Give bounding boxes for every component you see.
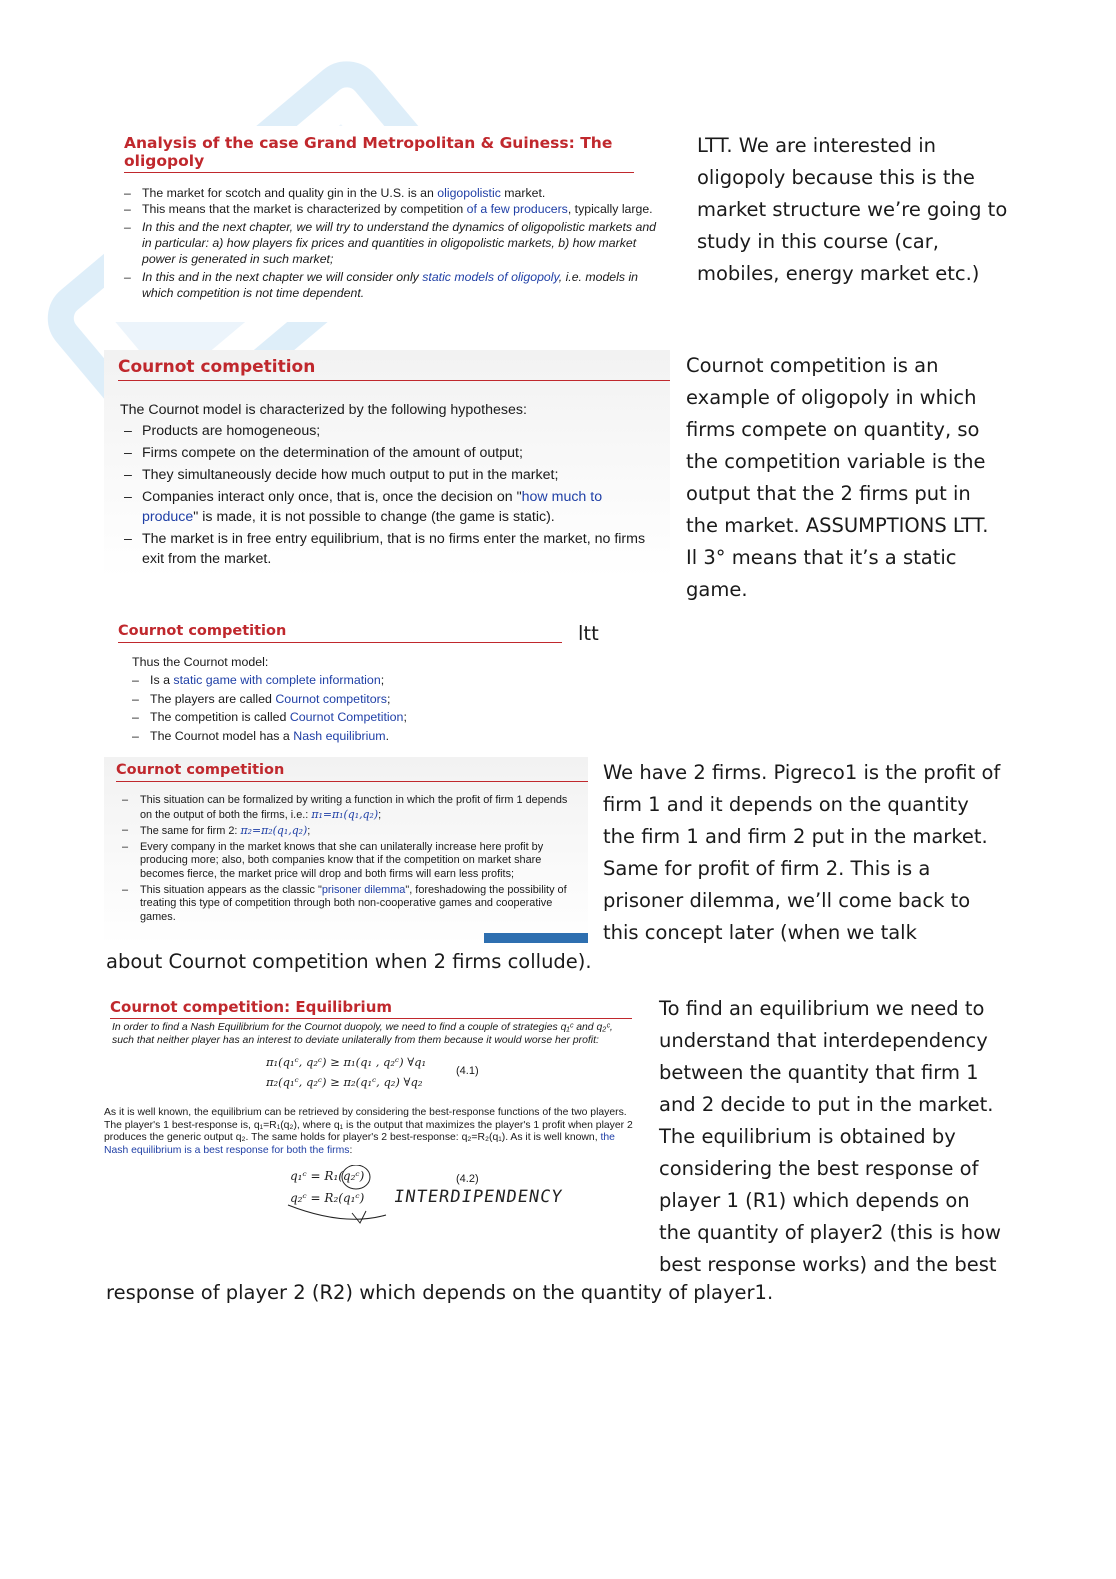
note-cournot-hypotheses: Cournot competition is an example of oligopoly in which firms compete on quantity, so the competition variable is the output that the 2 firms put in the market. ASSUMPTIONS LTT. Il 3° means that it’s a static game. xyxy=(686,354,989,601)
bullet: – In this and the next chapter, we will try to understand the dynamics of oligopolistic markets and in particular: a) how players fix prices and quantities in oligopolistic markets, b) how market power is generated in such market; xyxy=(120,219,666,267)
bullet: – They simultaneously decide how much output to put in the market; xyxy=(120,465,658,485)
equation: q₁ᶜ = R₁(q₂ᶜ) xyxy=(290,1169,365,1184)
bullet: – Every company in the market knows that she can unilaterally increase here profit by producing more; also, both companies know that if the competition on market share becomes fierce, the market price will drop and both firms will earn less profits; xyxy=(118,841,580,882)
bullet: – The competition is called Cournot Competition; xyxy=(128,708,554,727)
slide-cournot-profit xyxy=(104,757,588,945)
equation: q₂ᶜ = R₂(q₁ᶜ) xyxy=(290,1191,365,1206)
slide-title: Cournot competition xyxy=(116,761,588,782)
note-cournot-equilibrium-cont: response of player 2 (R2) which depends on the quantity of player1. xyxy=(106,1281,774,1304)
slide-accent-bar xyxy=(484,933,588,943)
bullet: – The players are called Cournot competitors; xyxy=(128,690,554,709)
slide-oligopoly xyxy=(104,126,676,322)
bullet: – The Cournot model has a Nash equilibrium. xyxy=(128,727,554,746)
note-oligopoly: LTT. We are interested in oligopoly because this is the market structure we’re going to study in this course (car, mobiles, energy market etc.) xyxy=(697,134,1008,285)
equation-number: (4.1) xyxy=(456,1065,479,1077)
bullet: – The market is in free entry equilibrium, that is no firms enter the market, no firms exit from the market. xyxy=(120,529,658,569)
bullet: – This situation appears as the classic "prisoner dilemma", foreshadowing the possibility of treating this type of competition through both non-cooperative games and cooperative games. xyxy=(118,884,580,925)
slide-title: Cournot competition: Equilibrium xyxy=(110,998,632,1019)
bullet: – This means that the market is characterized by competition of a few producers, typically large. xyxy=(120,201,666,217)
slide-intro: Thus the Cournot model: xyxy=(132,655,269,669)
handwritten-annotation-marks xyxy=(104,1165,644,1229)
equation: π₁(q₁ᶜ, q₂ᶜ) ≥ π₁(q₁ , q₂ᶜ) ∀q₁ xyxy=(266,1055,427,1069)
note-cournot-profit: We have 2 firms. Pigreco1 is the profit of firm 1 and it depends on the quantity the firm 1 and firm 2 put in the market. Same for profit of firm 2. This is a prisoner dilemma, we’ll come back to this concept later (when we talk xyxy=(603,761,1001,944)
equation-block-2 xyxy=(104,1165,644,1229)
slide-cournot-model xyxy=(104,618,562,750)
note-cournot-equilibrium: To find an equilibrium we need to understand that interdependency between the quantity that firm 1 and 2 decide to put in the market. The equilibrium is obtained by considering the best response of player 1 (R1) which depends on the quantity of player2 (this is how best response works) and the best xyxy=(659,997,1001,1276)
bullet: – The same for firm 2: π₂=π₂(q₁,q₂); xyxy=(118,824,580,839)
slide-cournot-hypotheses xyxy=(104,350,670,578)
slide-intro: The Cournot model is characterized by the following hypotheses: xyxy=(120,402,527,418)
slide-title: Analysis of the case Grand Metropolitan & Guiness: The oligopoly xyxy=(124,134,634,173)
equation: π₂(q₁ᶜ, q₂ᶜ) ≥ π₂(q₁ᶜ, q₂) ∀q₂ xyxy=(266,1075,423,1089)
equation-block-1 xyxy=(104,1053,644,1097)
bullet: – Products are homogeneous; xyxy=(120,421,658,441)
slide-cournot-equilibrium xyxy=(104,996,644,1258)
bullet: – This situation can be formalized by writing a function in which the profit of firm 1 depends on the output of both the firms, i.e.: π₁=π₁(q₁,q₂); xyxy=(118,794,580,822)
handwritten-note: INTERDIPENDENCY xyxy=(392,1187,564,1208)
note-cournot-profit-cont: about Cournot competition when 2 firms collude). xyxy=(106,950,592,973)
equation-number: (4.2) xyxy=(456,1173,479,1186)
slide-title: Cournot competition xyxy=(118,356,670,381)
slide-paragraph: As it is well known, the equilibrium can be retrieved by considering the best-response functions of the two players. The player's 1 best-response is, q₁=R₁(q₂), where q₁ is the output that maximizes the player's 1 profit when player 2 produces the generic output q₂. The same holds for player's 2 best-response: q₂=R₂(q₁). As it is well known, the Nash equilibrium is a best response for both the firms: xyxy=(104,1107,633,1156)
bullet: – The market for scotch and quality gin in the U.S. is an oligopolistic market. xyxy=(120,185,666,201)
bullet: – Firms compete on the determination of the amount of output; xyxy=(120,443,658,463)
bullet: – In this and in the next chapter we will consider only static models of oligopoly, i.e. models in which competition is not time dependent. xyxy=(120,269,666,301)
slide-title: Cournot competition xyxy=(118,622,562,643)
slide-paragraph: In order to find a Nash Equilibrium for the Cournot duopoly, we need to find a couple of strategies q₁ᶜ and q₂ᶜ, such that neither player has an interest to deviate unilaterally from them because it would worse her profit: xyxy=(112,1022,613,1046)
bullet: – Companies interact only once, that is, once the decision on "how much to produce" is made, it is not possible to change (the game is static). xyxy=(120,487,658,527)
note-ltt: ltt xyxy=(578,622,599,645)
bullet: – Is a static game with complete information; xyxy=(128,671,554,690)
